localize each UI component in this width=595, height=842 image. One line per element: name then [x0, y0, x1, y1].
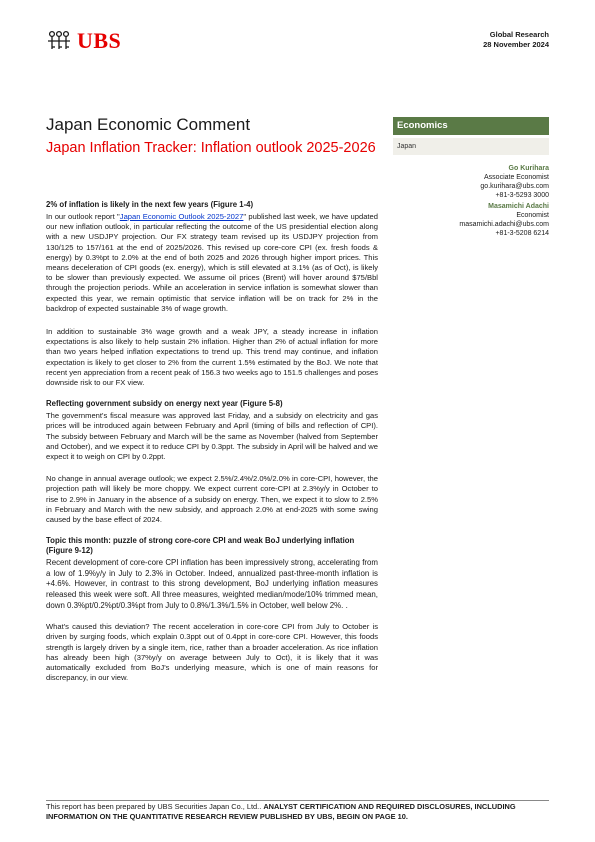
- paragraph: The government's fiscal measure was approved last Friday, and a subsidy on electricity and gas prices will be introduced again between February and April (timing of bills and reflection of CPI). The subsidy between February and March will be the same as November (halved from September and October), and we expect it to reduce CPI by 0.3ppt. The subsidy in April will be halved and we expect it to weigh on CPI by 0.2ppt.: [46, 411, 378, 462]
- disclosure-footer: [46, 802, 549, 821]
- section-heading: 2% of inflation is likely in the next few years (Figure 1-4): [46, 200, 254, 209]
- logo-wordmark: UBS: [77, 28, 122, 53]
- report-date: 28 November 2024: [483, 40, 549, 49]
- analyst-phone: +81-3-5208 6214: [495, 230, 549, 237]
- analyst-email[interactable]: masamichi.adachi@ubs.com: [459, 221, 549, 228]
- footer-disclosure: ANALYST CERTIFICATION AND REQUIRED DISCLOSURES, INCLUDING INFORMATION ON THE QUANTITATIVE RESEARCH REVIEW PUBLISHED BY UBS, BEGIN ON PAGE 10.: [46, 802, 516, 821]
- outlook-report-link[interactable]: Japan Economic Outlook 2025-2027: [119, 212, 244, 221]
- footer-divider: [46, 800, 549, 801]
- section-banner: Economics: [393, 117, 549, 135]
- analyst-list: [459, 164, 549, 240]
- report-title: Japan Economic Comment: [46, 115, 251, 134]
- analyst-name: Masamichi Adachi: [488, 203, 549, 210]
- report-subtitle: Japan Inflation Tracker: Inflation outlook 2025-2026: [46, 140, 376, 156]
- analyst-phone: +81-3-5293 3000: [495, 192, 549, 199]
- region-tag: Japan: [393, 138, 549, 155]
- paragraph: What's caused this deviation? The recent acceleration in core-core CPI from July to October is driven by surging foods, which explain 0.3ppt out of 0.4ppt in core-core CPI. However, this foods strength is largely driven by a single item, rice, rather than a broader acceleration. As rice inflation has already been high (37%y/y on average between July to Oct), it is likely that it was automatically excluded from BoJ's underlying measure, which is one of main reasons for discrepancy, in our view.: [46, 622, 378, 683]
- paragraph-text: In our outlook report ": [46, 212, 120, 221]
- report-body: [46, 200, 378, 694]
- analyst-card: [459, 164, 549, 200]
- ubs-logo: [46, 28, 121, 54]
- division-label: Global Research: [489, 30, 549, 39]
- analyst-role: Associate Economist: [484, 174, 549, 181]
- section-heading: Topic this month: puzzle of strong core-core CPI and weak BoJ underlying inflation (Figure 9-12): [46, 536, 355, 556]
- analyst-card: [459, 202, 549, 238]
- paragraph: In addition to sustainable 3% wage growth and a weak JPY, a steady increase in inflation expectations is also likely to help sustain 2% inflation. Higher than 2% of actual inflation for more than two years helped inflation expectations to trend up. This trend may continue, and inflation expectation is likely to get closer to 2% from the current 1.5% estimated by the BoJ. We note that recent yen appreciation from a recent peak of 156.3 two weeks ago to 151.5 challenges and poses downside risk to our FX view.: [46, 327, 378, 388]
- paragraph: No change in annual average outlook; we expect 2.5%/2.4%/2.0%/2.0% in core-CPI, however, the projection path will likely be more choppy. We expect current core-CPI at 2.3%y/y in October to rise to 2.9% in January in the absence of a subsidy on energy. Then, we expect it to slow to 2.5% in February and March with the new subsidy, and approach 2.0% at end-2025 with some swing caused by the base effect of 2024.: [46, 474, 378, 525]
- paragraph: Recent development of core-core CPI inflation has been impressively strong, accelerating from a low of 1.9%y/y in July to 2.3% in October. Indeed, annualized past-three-month inflation is +4.6%. However, in contrast to this strong development, BoJ underlying inflation measures released this week were soft. All three measures, weighted median/mode/10% trimmed mean, down 0.3%pt/0.2%pt/0.3%pt from July to 0.8%/1.3%/1.5% in October, well below 2%. .: [46, 558, 378, 610]
- paragraph: [46, 212, 378, 314]
- analyst-role: Economist: [516, 212, 549, 219]
- footer-text: This report has been prepared by UBS Securities Japan Co., Ltd..: [46, 802, 262, 811]
- section-heading: Reflecting government subsidy on energy next year (Figure 5-8): [46, 399, 283, 409]
- analyst-name: Go Kurihara: [508, 165, 549, 172]
- keys-emblem-icon: [46, 30, 72, 52]
- paragraph-text: " published last week, we have updated our new inflation outlook, in particular reflecting the outcome of the US presidential election along with a new USDJPY projection. Our FX strategy team revised up its USDJPY projection from 130/125 to 157/161 at the end of 2025/2026. This revised up core-core CPI (ex. fresh foods & energy) by 0.3%pt to 2.0% at the end of both 2025 and 2026 through higher import prices. This means deceleration of CPI goods (ex. energy), which is still elevated at 3.1% (as of Oct), is likely to be slower than previously expected. We assume oil prices (Brent) will hover around $75/Bbl through the projection periods. While an acceleration in service inflation is somewhat slower than expected this year, we remain optimistic that service inflation will be on track for 2% in the backdrop of expected sustainable 3% of wage growth.: [46, 212, 378, 313]
- header-meta: [483, 30, 549, 50]
- analyst-email[interactable]: go.kurihara@ubs.com: [480, 183, 549, 190]
